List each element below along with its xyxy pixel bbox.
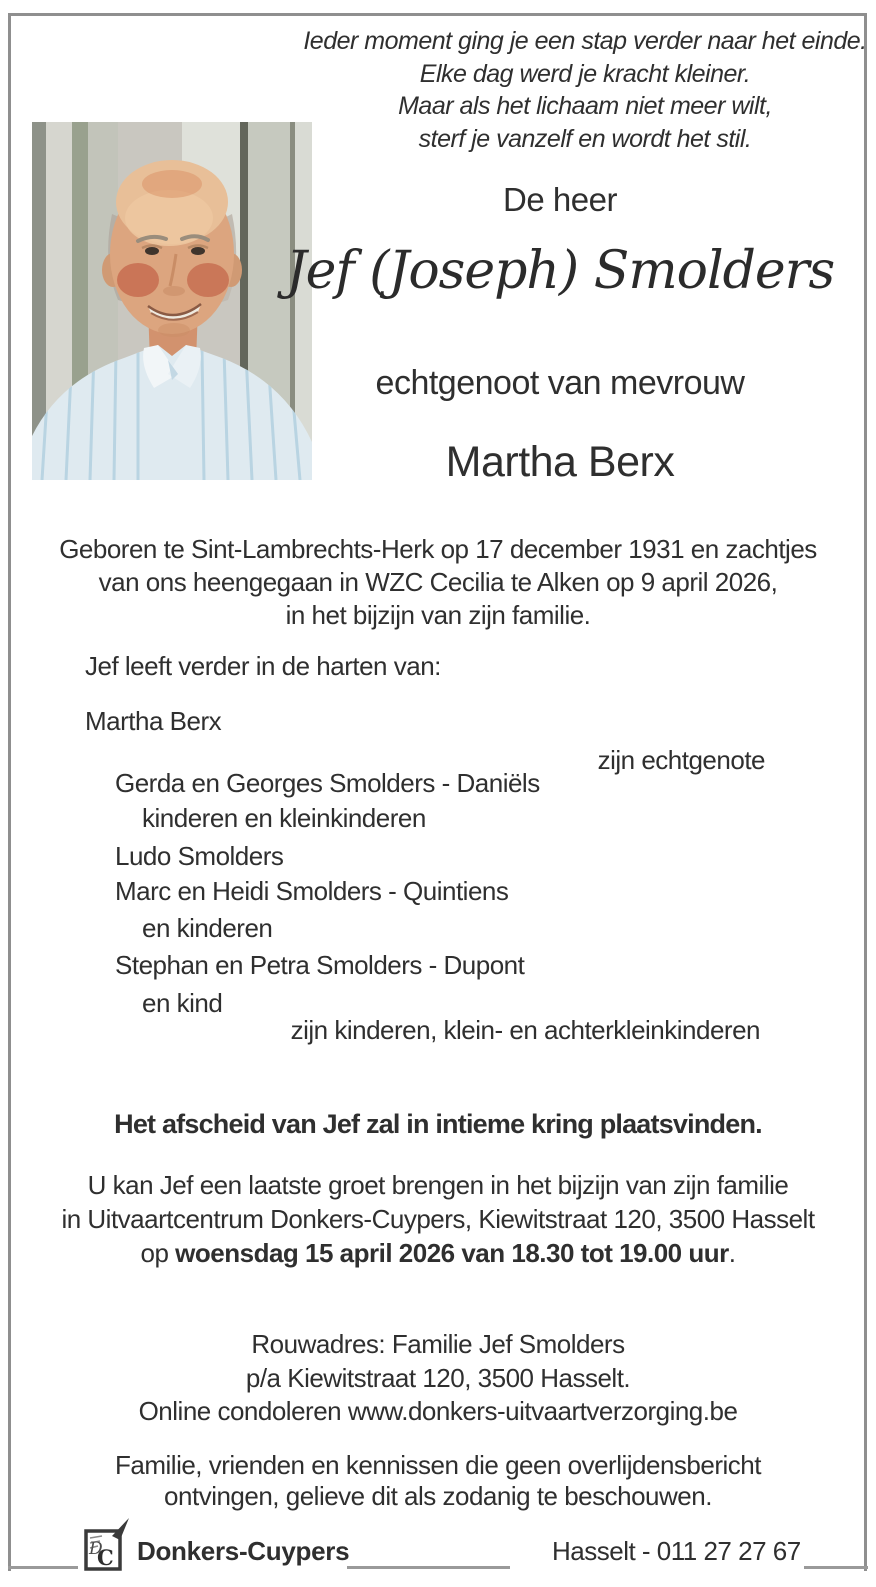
life-summary — [0, 533, 876, 632]
mourning-line-2: p/a Kiewitstraat 120, 3500 Hasselt. — [245, 1362, 631, 1393]
bottom-border-left-segment — [8, 1566, 78, 1569]
mourning-address — [0, 1328, 876, 1429]
family-member-sub: en kinderen — [142, 913, 273, 943]
spouse-name-title: Martha Berx — [445, 438, 675, 486]
family-member-sub: en kind — [142, 988, 223, 1018]
donkers-cuypers-logo-icon — [82, 1516, 132, 1574]
life-line-3: in het bijzijn van zijn familie. — [285, 600, 591, 630]
visitation-prefix: op — [140, 1238, 176, 1268]
family-member-names: Ludo Smolders — [115, 841, 284, 871]
online-condolence-line: Online condoleren www.donkers-uitvaartverzorging.be — [138, 1396, 738, 1426]
poem — [285, 25, 876, 155]
family-children-role: zijn kinderen, klein- en achterkleinkinderen — [290, 1015, 760, 1045]
private-farewell-notice: Het afscheid van Jef zal in intieme kring plaatsvinden. — [114, 1109, 762, 1139]
deceased-name: Jef (Joseph) Smolders — [285, 241, 835, 301]
salutation: De heer — [503, 181, 617, 218]
footer-city-phone: Hasselt - 011 27 27 67 — [552, 1536, 801, 1566]
poem-line-2: Elke dag werd je kracht kleiner. — [419, 59, 751, 88]
mourning-line-1: Rouwadres: Familie Jef Smolders — [251, 1329, 625, 1359]
visitation-line-2: in Uitvaartcentrum Donkers-Cuypers, Kiewitstraat 120, 3500 Hasselt — [61, 1204, 815, 1234]
family-member-names: Gerda en Georges Smolders - Daniëls — [115, 768, 540, 798]
obituary-notice — [0, 1450, 876, 1512]
notice-line-1: Familie, vrienden en kennissen die geen overlijdensbericht — [115, 1450, 761, 1480]
visitation-datetime: woensdag 15 april 2026 van 18.30 tot 19.00 uur — [175, 1238, 729, 1268]
family-member-names: Stephan en Petra Smolders - Dupont — [115, 950, 525, 980]
visitation-info — [0, 1168, 876, 1270]
visitation-line-3 — [0, 1236, 876, 1270]
funeral-home-name: Donkers-Cuypers — [137, 1536, 350, 1566]
bottom-border-right-segment — [804, 1566, 868, 1569]
poem-line-1: Ieder moment ging je een stap verder naar het einde. — [303, 27, 867, 55]
life-line-2: van ons heengegaan in WZC Cecilia te Alken op 9 april 2026, — [98, 567, 778, 597]
visitation-line-1: U kan Jef een laatste groet brengen in het bijzijn van zijn familie — [87, 1170, 789, 1200]
svg-text:C: C — [97, 1545, 114, 1570]
poem-line-4: sterf je vanzelf en wordt het stil. — [418, 124, 752, 153]
visitation-suffix: . — [728, 1238, 736, 1268]
svg-text:D: D — [89, 1539, 103, 1559]
notice-line-2: ontvingen, gelieve dit als zodanig te beschouwen. — [164, 1481, 712, 1511]
life-line-1: Geboren te Sint-Lambrechts-Herk op 17 december 1931 en zachtjes — [59, 534, 817, 564]
relation-label: echtgenoot van mevrouw — [375, 364, 745, 402]
family-spouse-name: Martha Berx — [85, 706, 222, 736]
family-spouse-role: zijn echtgenote — [597, 745, 765, 775]
footer-divider-line — [347, 1566, 510, 1569]
family-member-names: Marc en Heidi Smolders - Quintiens — [115, 876, 509, 906]
family-member-sub: kinderen en kleinkinderen — [142, 803, 426, 833]
poem-line-3: Maar als het lichaam niet meer wilt, — [398, 92, 772, 120]
family-intro: Jef leeft verder in de harten van: — [85, 651, 441, 681]
